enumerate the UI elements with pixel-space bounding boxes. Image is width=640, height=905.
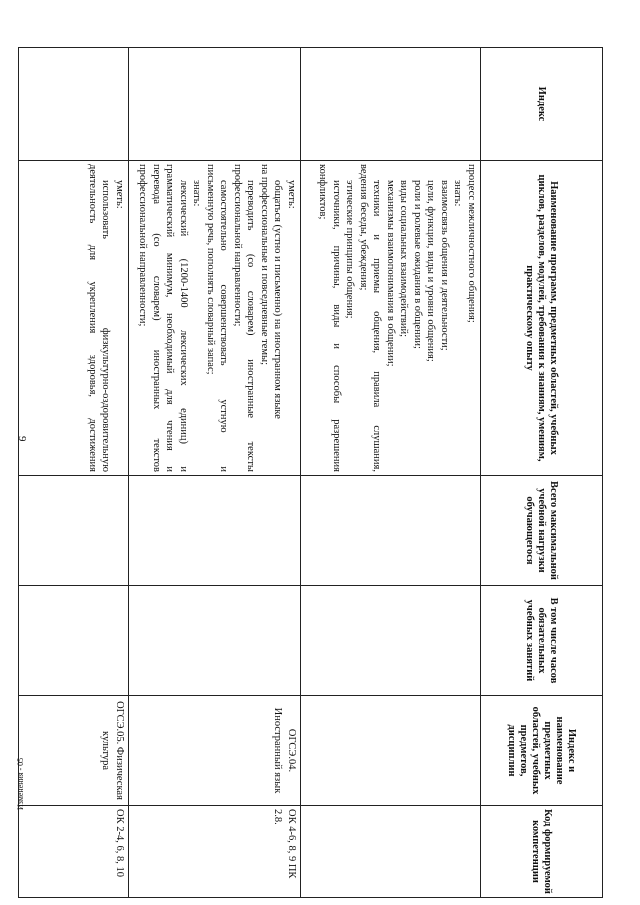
table-row [129, 48, 301, 898]
text-line: процесс межличностного общения; [466, 164, 477, 323]
text-line: этические принципы общения; [344, 180, 356, 319]
text-line: лексический (1200-1400 лексических единиц) и [178, 180, 189, 472]
cell-subject: ОГСЭ.04. Иностранный язык [129, 696, 301, 806]
text-line: виды социальных взаимодействий; [398, 180, 410, 338]
cell-subject: ОГСЭ.05. Физическая культура [19, 696, 129, 806]
text-line: взаимосвязь общения и деятельности; [439, 180, 450, 351]
cell-index [129, 48, 301, 161]
text-line: знать: [191, 180, 203, 207]
cell-max-load [301, 476, 481, 586]
header-name: Наименование программ, предметных областей, учебных циклов, разделов, модулей, требования к знаниям, умениям, практическому опыту [481, 161, 603, 476]
cell-index [301, 48, 481, 161]
table-row [301, 48, 481, 898]
cell-mandatory [129, 586, 301, 696]
header-max-load: Всего максимальной учебной нагрузки обучающегося [481, 476, 603, 586]
text-line: самостоятельно совершенствовать устную и [218, 180, 230, 472]
cell-competence [301, 806, 481, 898]
text-line: общаться (устно и письменно) на иностранном языке [272, 180, 284, 419]
text-line: уметь: [286, 180, 297, 209]
table-header-row [481, 48, 603, 898]
text-line: уметь: [114, 180, 125, 209]
header-index: Индекс [481, 48, 603, 161]
cell-competence: ОК 2-4, 6, 8, 10 [19, 806, 129, 898]
footer-note: Изменения - 05 [16, 757, 25, 810]
text-line: деятельность для укрепления здоровья, достижения [87, 164, 98, 472]
text-line: механизмы взаимопонимания в общении; [385, 180, 396, 367]
text-line: конфликтов; [317, 164, 329, 220]
cell-subject [301, 696, 481, 806]
cell-mandatory [301, 586, 481, 696]
header-subject: Индекс и наименование предметных областей, учебных предметов, дисциплин [481, 696, 603, 806]
cell-mandatory [19, 586, 129, 696]
text-line: ведения беседы, убеждения; [358, 164, 369, 291]
text-line: перевода (со словарем) иностранных текстов [151, 164, 162, 472]
cell-competence: ОК 4-6, 8, 9 ПК 2.8. [129, 806, 301, 898]
text-line: цели, функции, виды и уровни общения; [425, 180, 437, 362]
text-line: профессиональной направленности; [137, 164, 149, 327]
text-line: знать: [452, 180, 464, 207]
cell-name [129, 161, 301, 476]
rotated-page [18, 47, 603, 897]
text-line: грамматический минимум, необходимый для чтения и [164, 164, 176, 472]
text-line: на профессиональные и повседневные темы; [259, 164, 270, 366]
cell-name [19, 161, 129, 476]
page-number: 9 [16, 436, 28, 442]
text-line: техники и приемы общения, правила слушания, [371, 180, 383, 472]
header-mandatory: В том числе часов обязательных учебных занятий [481, 586, 603, 696]
header-competence: Код формируемой компетенции [481, 806, 603, 898]
text-line: письменную речь, пополнять словарный запас; [205, 164, 216, 375]
curriculum-table [18, 47, 603, 898]
cell-index [19, 48, 129, 161]
text-line: источники, причины, виды и способы разрешения [331, 180, 342, 472]
table-row [19, 48, 129, 898]
text-line: использовать физкультурно-оздоровительную [100, 180, 112, 472]
text-line: роли и ролевые ожидания в общении; [412, 180, 423, 349]
text-line: профессиональной направленности; [232, 164, 243, 327]
cell-max-load [19, 476, 129, 586]
text-line: переводить (со словарем) иностранные тексты [245, 180, 257, 472]
cell-max-load [129, 476, 301, 586]
cell-name [301, 161, 481, 476]
